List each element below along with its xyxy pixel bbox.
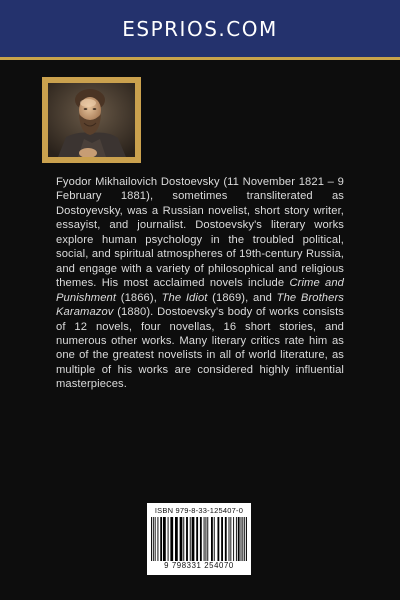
bio-intro: Fyodor Mikhailovich Dostoevsky (11 November 1821 – 9 February 1881), sometimes transliterated as Dostoyevsky, was a Russian novelist, short story writer, essayist, and journalist. Dostoevsky's literary works explore human psychology in the troubled political, social, and spiritual atmospheres of 19th-century Russia, and engage with a variety of philosophical and religious themes. His most acclaimed novels include: [56, 176, 344, 290]
barcode-bar: [214, 517, 215, 561]
barcode-bar: [246, 517, 247, 561]
barcode-bar: [183, 517, 184, 561]
barcode-bar: [233, 517, 234, 561]
barcode-bars: [151, 517, 247, 561]
barcode-bar: [238, 517, 240, 561]
author-portrait-frame: [42, 77, 141, 163]
barcode-bar: [190, 517, 191, 561]
barcode-bar: [155, 517, 156, 561]
barcode-bar: [207, 517, 208, 561]
barcode-bar: [175, 517, 178, 561]
barcode-bar: [163, 517, 166, 561]
barcode-bar: [221, 517, 223, 561]
work-title-the-idiot: The Idiot: [161, 291, 208, 304]
header-divider: [0, 57, 400, 60]
barcode-bar: [160, 517, 162, 561]
isbn-barcode-box: [147, 503, 251, 575]
bio-rest: (1880). Dostoevsky's body of works consists of 12 novels, four novellas, 16 short stories, and numerous other works. Many literary critics rate him as one of the greatest novelists in all of world literature, as multiple of his works are considered highly influential masterpieces.: [56, 306, 344, 391]
barcode-bar: [244, 517, 245, 561]
barcode-bar: [242, 517, 243, 561]
barcode-bar: [211, 517, 213, 561]
barcode-bar: [186, 517, 188, 561]
barcode-bar: [196, 517, 198, 561]
work-title-the-brothers-karamazov: The Brothers Karamazov: [56, 291, 344, 319]
barcode-digits: 9 798331 254070: [164, 561, 234, 570]
barcode-bar: [157, 517, 158, 561]
author-biography: [56, 175, 344, 392]
barcode-bar: [230, 517, 231, 561]
barcode-bar: [170, 517, 173, 561]
author-portrait: [48, 83, 135, 157]
site-name: ESPRIOS.COM: [122, 16, 278, 41]
barcode-bar: [225, 517, 227, 561]
barcode-bar: [217, 517, 219, 561]
bio-year-1: (1866),: [116, 291, 162, 304]
barcode-bar: [200, 517, 202, 561]
barcode-bar: [192, 517, 195, 561]
barcode-bar: [204, 517, 205, 561]
barcode-bar: [241, 517, 242, 561]
barcode-bar: [153, 517, 154, 561]
publisher-header: [0, 0, 400, 57]
barcode-bar: [180, 517, 183, 561]
work-title-crime-and-punishment: Crime and Punishment: [56, 277, 344, 304]
barcode-bar: [236, 517, 237, 561]
isbn-label: ISBN 979-8-33-125407-0: [154, 506, 244, 515]
bio-year-2: (1869), and: [207, 291, 277, 304]
barcode-bar: [205, 517, 206, 561]
barcode-bar: [168, 517, 169, 561]
barcode-bar: [229, 517, 230, 561]
barcode-bar: [151, 517, 152, 561]
